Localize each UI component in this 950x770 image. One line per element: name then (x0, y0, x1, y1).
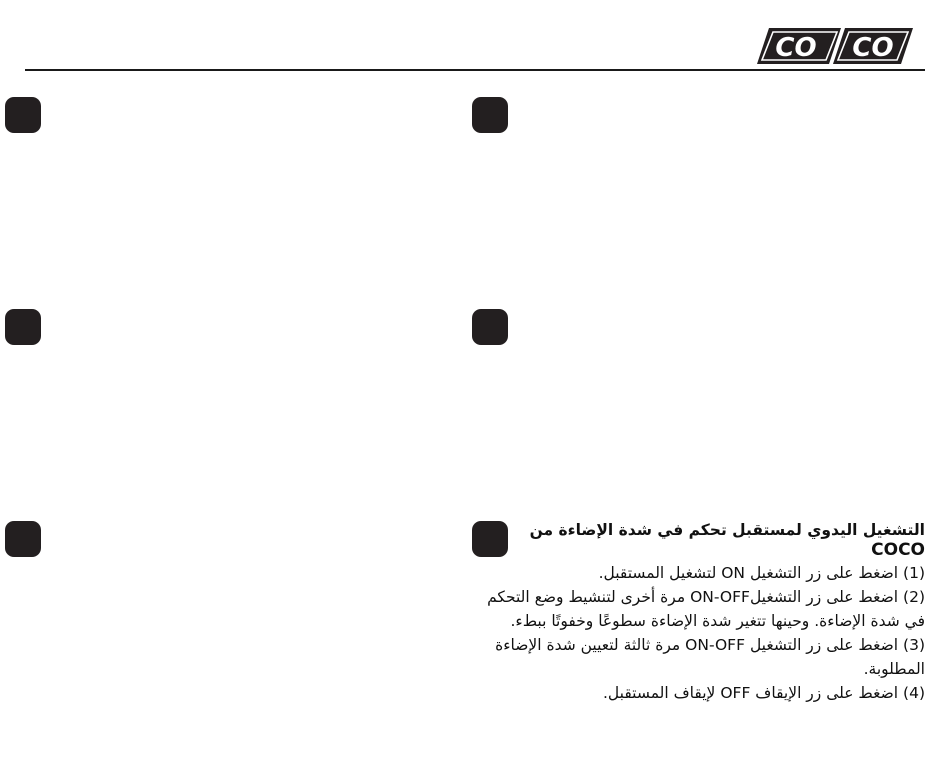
heading-brand: COCO (871, 540, 925, 560)
instruction-step-4: (4) اضغط على زر الإيقاف OFF لإيقاف المستقبل. (603, 684, 925, 702)
section-marker-1 (5, 97, 41, 133)
arabic-instructions (470, 521, 925, 705)
heading-title: التشغيل اليدوي لمستقبل تحكم في شدة الإضاءة من (529, 521, 925, 539)
section-marker-5 (5, 521, 41, 557)
instructions-heading (505, 521, 925, 560)
header-rule (25, 69, 925, 71)
logo-word-right: CO (852, 33, 894, 63)
coco-logo (755, 26, 915, 66)
instruction-steps (470, 561, 925, 705)
instruction-step-1: (1) اضغط على زر التشغيل ON لتشغيل المستقبل. (598, 564, 925, 582)
instruction-step-3: (3) اضغط على زر التشغيل ON-OFF مرة ثالثة لتعيين شدة الإضاءة المطلوبة. (495, 636, 925, 678)
section-marker-4 (472, 309, 508, 345)
logo-word-left: CO (775, 33, 817, 63)
section-marker-2 (472, 97, 508, 133)
instruction-step-2: (2) اضغط على زر التشغيلON-OFF مرة أخرى لتنشيط وضع التحكم في شدة الإضاءة. وحينها تتغير شدة الإضاءة سطوعًا وخفوتًا ببطء. (487, 588, 925, 630)
coco-logo-graphic (755, 26, 915, 66)
section-marker-3 (5, 309, 41, 345)
